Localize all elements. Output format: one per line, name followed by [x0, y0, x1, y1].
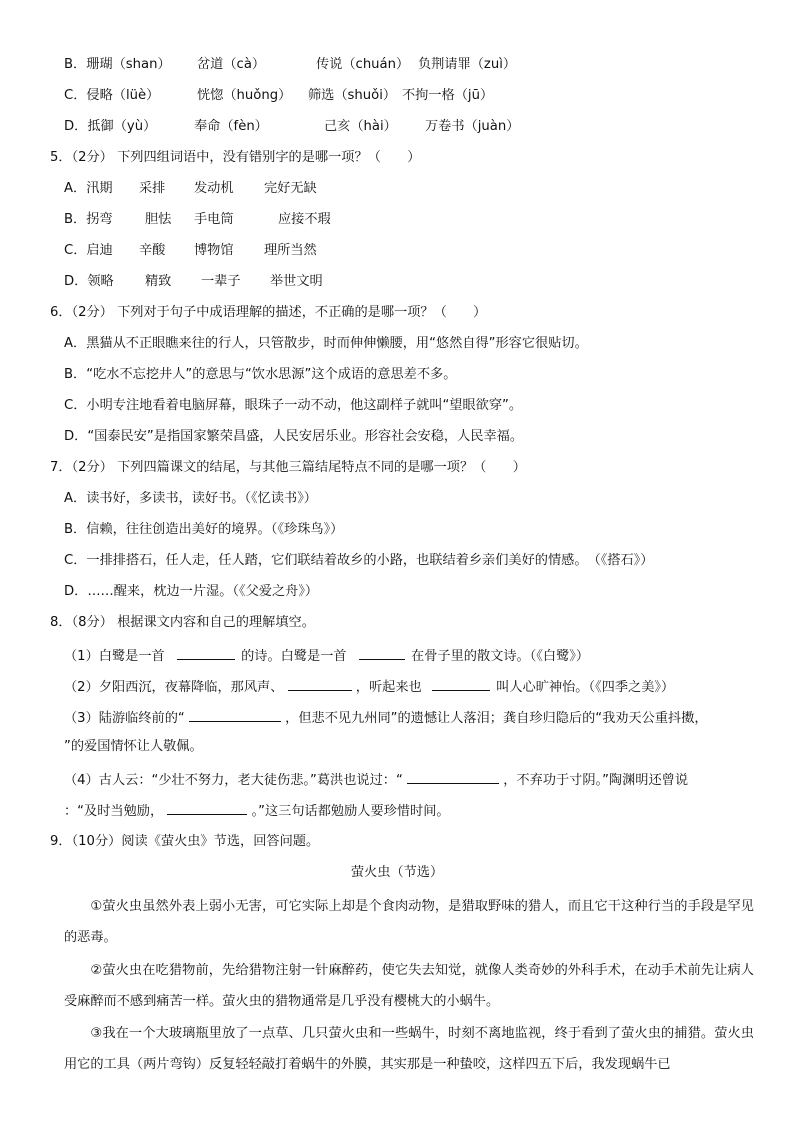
q5-c-3: 博物馆	[194, 243, 234, 258]
q5-d-1: D．领略	[64, 274, 114, 289]
q5-d-3: 一辈子	[201, 274, 241, 289]
q5-b-4: 应接不瑕	[278, 212, 331, 227]
q4-d-4: 万卷书（juàn）	[425, 119, 520, 134]
passage-paragraph-3: ③我在一个大玻璃瓶里放了一点草、几只萤火虫和一些蜗牛，时刻不离地监视，终于看到了萤火虫的捕猎。萤火虫用它的工具（两片弯钩）反复轻轻敲打着蜗牛的外膜，其实那是一种蛰咬，这样四五下后，我发现蜗牛已	[64, 1026, 754, 1072]
q4-c-3: 筛选（shuǒi）	[308, 88, 397, 103]
q5-b-3: 手电筒	[194, 212, 234, 227]
q7-stem: 7．（2分） 下列四篇课文的结尾，与其他三篇结尾特点不同的是哪一项？（ ）	[50, 460, 526, 475]
q8-1-text-b: 的诗。白鹭是一首	[241, 649, 347, 664]
q4-b-3: 传说（chuán）	[316, 57, 410, 72]
q8-3-text-b: ，但悲不见九州同”的遗憾让人落泪；龚自珍归隐后的“我劝天公重抖擞，	[285, 711, 708, 726]
q8-line-4-cont	[64, 800, 450, 821]
q8-2-blank-1[interactable]	[288, 676, 352, 691]
q8-line-3	[64, 707, 708, 728]
q5-c-4: 理所当然	[264, 243, 317, 258]
q6-stem: 6．（2分） 下列对于句子中成语理解的描述，不正确的是哪一项？（ ）	[50, 305, 487, 320]
q7-option-a: A．读书好，多读书，读好书。（《忆读书》）	[64, 491, 317, 506]
q8-stem: 8．（8分） 根据课文内容和自己的理解填空。	[50, 615, 315, 630]
q5-a-2: 采排	[139, 181, 166, 196]
q4-d-2: 奉命（fèn）	[194, 119, 268, 134]
q5-b-2: 胆怯	[145, 212, 172, 227]
q5-a-4: 完好无缺	[264, 181, 317, 196]
q5-a-3: 发动机	[194, 181, 234, 196]
passage-paragraph-2: ②萤火虫在吃猎物前，先给猎物注射一针麻醉药，使它失去知觉，就像人类奇妙的外科手术，在动手术前先让病人受麻醉而不感到痛苦一样。萤火虫的猎物通常是几乎没有樱桃大的小蜗牛。	[64, 963, 754, 1009]
q8-line-2	[64, 676, 674, 697]
q8-1-text-c: 在骨子里的散文诗。（《白鹭》）	[411, 649, 590, 664]
q4-c-1: C．侵略（lüè）	[64, 88, 160, 103]
q6-option-a: A．黑猫从不正眼瞧来往的行人，只管散步，时而伸伸懒腰，用“悠然自得”形容它很贴切。	[64, 336, 588, 351]
q7-option-c: C．一排排搭石，任人走，任人踏，它们联结着故乡的小路，也联结着乡亲们美好的情感。 （《搭石》）	[64, 553, 654, 568]
q6-option-c: C．小明专注地看着电脑屏幕，眼珠子一动不动，他这副样子就叫“望眼欲穿”。	[64, 398, 523, 413]
q5-d-2: 精致	[145, 274, 172, 289]
q7-option-d: D．……醒来，枕边一片湿。（《父爱之舟》）	[64, 584, 319, 599]
q5-c-2: 辛酸	[139, 243, 166, 258]
q4-d-3: 己亥（hài）	[324, 119, 397, 134]
q8-1-blank-2[interactable]	[359, 645, 405, 660]
q4-b-4: 负荆请罪（zuì）	[418, 57, 517, 72]
q4-b-2: 岔道（cà）	[197, 57, 266, 72]
q8-line-4	[64, 769, 688, 790]
q8-line-3-cont: ”的爱国情怀让人敬佩。	[64, 739, 203, 754]
q8-2-text-c: 叫人心旷神怡。（《四季之美》）	[496, 680, 675, 695]
q8-1-blank-1[interactable]	[177, 645, 235, 660]
q7-option-b: B．信赖，往往创造出美好的境界。（《珍珠鸟》）	[64, 522, 344, 537]
q6-option-d: D．“国泰民安”是指国家繁荣昌盛，人民安居乐业。形容社会安稳，人民幸福。	[64, 429, 524, 444]
q8-3-text-a: （3）陆游临终前的“	[64, 711, 185, 726]
q8-3-blank-1[interactable]	[189, 707, 281, 722]
q6-option-b: B．“吃水不忘挖井人”的意思与“饮水思源”这个成语的意思差不多。	[64, 367, 457, 382]
passage-paragraph-1: ①萤火虫虽然外表上弱小无害，可它实际上却是个食肉动物，是猎取野味的猎人，而且它干这种行当的手段是罕见的恶毒。	[64, 899, 754, 945]
q8-1-text-a: （1）白鹭是一首	[64, 649, 165, 664]
q8-line-1	[64, 645, 589, 666]
q8-4-text-c: ：“及时当勉励，	[64, 804, 164, 819]
q8-4-blank-2[interactable]	[167, 800, 247, 815]
q8-2-text-a: （2）夕阳西沉，夜幕降临，那风声、	[64, 680, 284, 695]
q8-4-text-d: 。”这三句话都勉励人要珍惜时间。	[251, 804, 450, 819]
q5-d-4: 举世文明	[270, 274, 323, 289]
passage-title: 萤火虫（节选）	[350, 865, 444, 880]
q5-a-1: A．汛期	[64, 181, 113, 196]
q8-4-text-a: （4）古人云：“少壮不努力，老大徒伤悲。”葛洪也说过：“	[64, 773, 403, 788]
q4-b-1: B．珊瑚（shan）	[64, 57, 171, 72]
q8-2-text-b: ，听起来也	[355, 680, 422, 695]
q5-c-1: C．启迪	[64, 243, 113, 258]
q5-b-1: B．拐弯	[64, 212, 113, 227]
q5-stem: 5．（2分） 下列四组词语中，没有错别字的是哪一项？（ ）	[50, 150, 421, 165]
q4-c-2: 恍惚（huǒng）	[197, 88, 292, 103]
q4-d-1: D．抵御（yù）	[64, 119, 157, 134]
q8-4-blank-1[interactable]	[407, 769, 499, 784]
q8-2-blank-2[interactable]	[432, 676, 490, 691]
q4-c-4: 不拘一格（jū）	[402, 88, 494, 103]
q9-stem: 9．（10分）阅读《萤火虫》节选，回答问题。	[50, 834, 320, 849]
q8-4-text-b: ，不弃功于寸阴。”陶渊明还曾说	[503, 773, 689, 788]
